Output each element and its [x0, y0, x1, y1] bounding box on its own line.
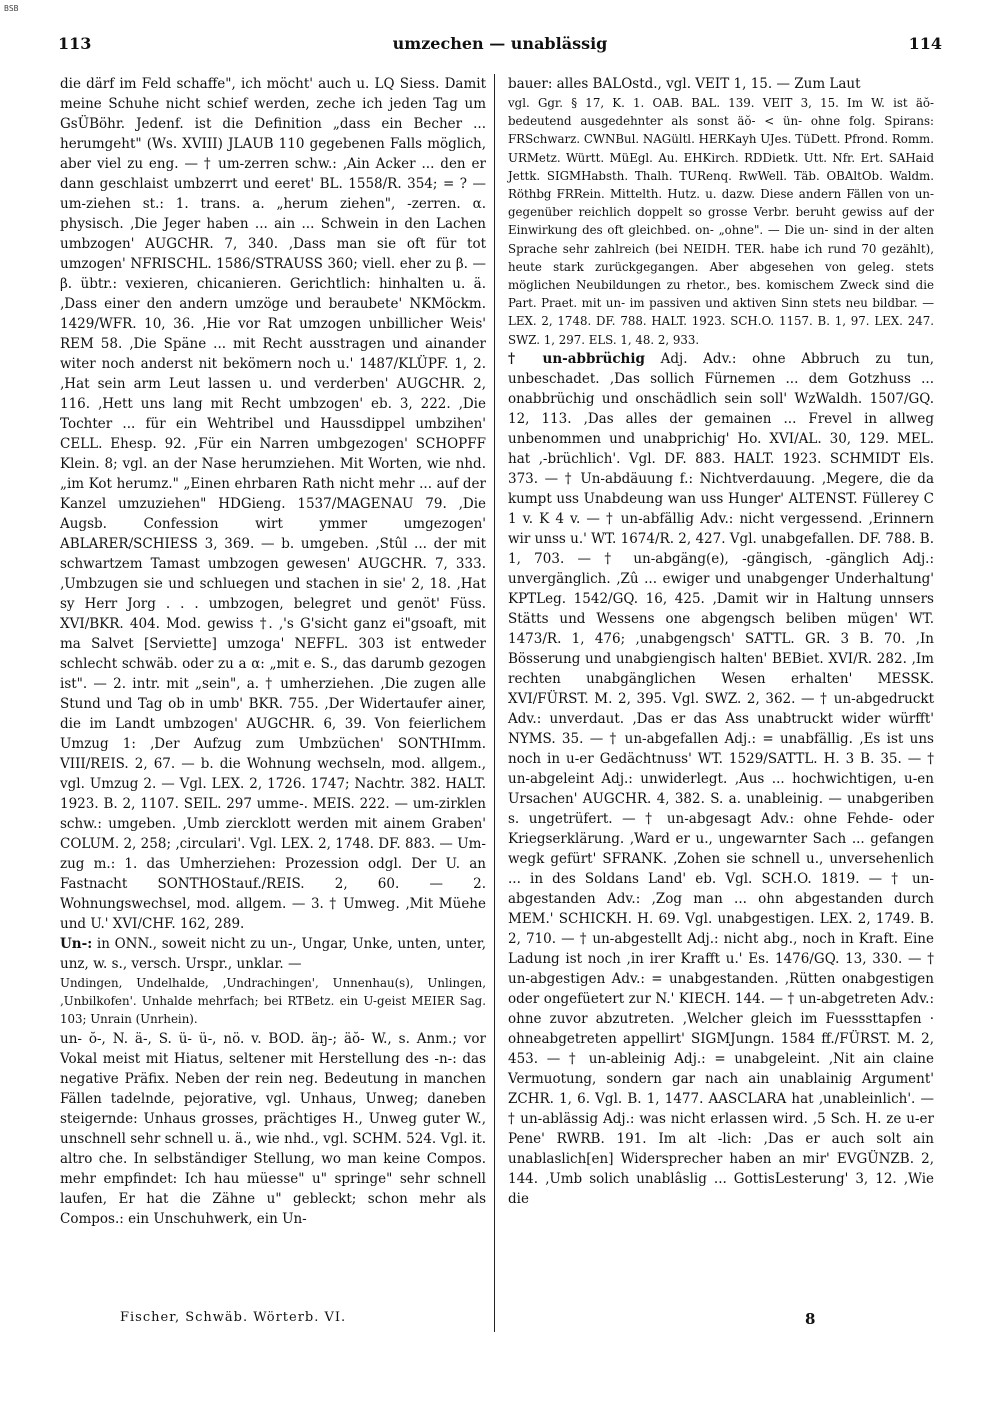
entry-headword: † un-abbrüchig: [508, 350, 645, 367]
entry-headword: Un-:: [60, 936, 93, 952]
entry-unabbruechig: [508, 349, 934, 1209]
entry-umzerren-umziehen: die därf im Feld schaffe", ich möcht' auch u. LQ Siess. Damit meine Schuhe nicht schief werden, zeche ich jeden Tag um GsÜBöhr. Jedenf. ist die Definition „dass ein Becher ... herumgeht" (Ws. XVIII) JLAUB 110 gegebenen Falls möglich, aber viel zu eng. — † um-zerren schw.: ‚Ain Acker ... den er dann geschlaist umbzerrt und eeret' BL. 1558/R. 354; = ? — um-ziehen st.: 1. trans. a. „herum ziehen", -zerren. α. physisch. ‚Die Jeger haben ... ain ... Schwein in den Lachen umbzogen' AUGCHR. 7, 340. ‚Dass man sie oft für tot umzogen' NFRISCHL. 1586/STRAUSS 360; viell. eher zu β. — β. übtr.: vexieren, chicanieren. Gerichtlich: hinhalten u. ä. ‚Dass einer den andern umzöge und beraubete' NKMöckm. 1429/WFR. 10, 36. ‚Hie vor Rat umzogen unbillicher Weis' REM 58. ‚Die Späne ... mit Recht ausstragen und ainander witer noch anderst nit bekömern noch u.' 1487/KLÜPF. 1, 2. ‚Hat sein arm Leut lassen u. und verderben' AUGCHR. 2, 116. ‚Hett uns lang mit Recht umbzogen' eb. 3, 222. ‚Die Tochter ... für ein Wehtribel und Haussdippel umbzihen' CELL. Ehesp. 92. ‚Für ein Narren umbgezogen' SCHOPFF Klein. 8; vgl. an der Nase herumziehen. Mit Worten, wie nhd. „im Kot herumz." „Einen ehrbaren Rath nicht mehr ... auf der Kanzel umzuziehen" HDGieng. 1537/MAGENAU 79. ‚Die Augsb. Confession wirt ymmer umgezogen' ABLARER/SCHIESS 3, 369. — b. umgeben. ‚Stûl ... der mit schwartzem Tamast umbzogen gewesen' AUGCHR. 7, 333. ‚Umbzugen sie und schluegen und stachen in sie' 2, 18. ‚Hat sy Herr Jorg . . . umbzogen, belegret und genöt' Füss. XVI/BKR. 404. Mod. gewiss †. ‚'s G'sicht ganz ei"gsoaft, mit ma Salvet [Serviette] umzoga' NEFFL. 303 ist entweder schlecht schwäb. oder zu a α: „mit e. S., das darumb gezogen ist". — 2. intr. mit „sein", a. † umherziehen. ‚Die zugen alle Stund und Tag ob in umb' BKR. 755. ‚Der Widertaufer ainer, die im Landt umbzogen' AUGCHR. 6, 39. Von feierlichem Umzug 1: ‚Der Aufzug zum Umbzüchen' SONTHImm. VIII/REIS. 2, 67. — b. die Wohnung wechseln, mod. allgem., vgl. Umzug 2. — Vgl. LEX. 2, 1726. 1747; Nachtr. 382. HALT. 1923. B. 2, 1107. SEIL. 297 umme-. MEIS. 222. — um-zirklen schw.: umgeben. ‚Umb ziercklott werden mit ainem Graben' COLUM. 2, 258; ‚circulari'. Vgl. LEX. 2, 1748. DF. 883. — Um-zug m.: 1. das Umherziehen: Prozession odgl. Der U. an Fastnacht SONTHOStauf./REIS. 2, 60. — 2. Wohnungswechsel, mod. allgem. — 3. † Umweg. ‚Mit Müehe und U.' XVI/CHF. 162, 289.: [60, 76, 486, 932]
library-mark: BSB: [4, 4, 19, 13]
signature-mark: 8: [805, 1310, 816, 1328]
page-number-left: 113: [58, 34, 92, 53]
footer-source: Fischer, Schwäb. Wörterb. VI.: [120, 1310, 347, 1325]
right-column: [508, 74, 934, 1209]
column-divider: [494, 74, 495, 1332]
entry-un-place-names: [60, 934, 486, 974]
page-number-right: 114: [908, 34, 942, 53]
entry-continuation: bauer: alles BALOstd., vgl. VEIT 1, 15. — Zum Laut: [508, 76, 861, 92]
entry-text: in ONN., soweit nicht zu un-, Ungar, Unke, unten, unter, unz, w. s., versch. Urspr., unklar. —: [60, 936, 487, 972]
entry-text: Adj. Adv.: ohne Abbruch zu tun, unbeschadet. ‚Das sollich Fürnemen ... dem Gotzhuss ... onabbrüchig und onschädlich sein soll' WzWaldh. 1507/GQ. 12, 113. ‚Das alles der gemainen ... Frevel in allweg unbenommen und unabprichig' Ho. XVI/AL. 30, 129. MEL. hat ‚-brüchlich'. Vgl. DF. 883. HALT. 1923. SCHMIDT Els. 373. — † Un-abdäuung f.: Nichtverdauung. ‚Megere, die da kumpt uss Unabdeung wan uss Hunger' ALTENST. Füllerey C 1 v. K 4 v. — † un-abfällig Adv.: nicht vergessend. ‚Erinnern wir unss u.' WT. 1674/R. 2, 427. Vgl. unabgefallen. DF. 788. B. 1, 703. — † un-abgäng(e), -gängisch, -gänglich Adj.: unvergänglich. ‚Zû ... ewiger und unabgenger Underhaltung' KPTLeg. 1542/GQ. 16, 425. ‚Damit wir in Haltung unnsers Stätts und Wessens one abgengsch beliben mügen' WT. 1473/R. 1, 476; ‚unabgengsch' SATTL. GR. 3 B. 70. ‚In Bösserung und unabgiengisch halten' BEBiet. XVI/R. 282. ‚Im rechten unabgänglichen Wesen erhalten' MESSK. XVI/FÜRST. M. 2, 395. Vgl. SWZ. 2, 362. — † un-abgedruckt Adv.: unverdaut. ‚Das er das Ass unabtruckt wider würfft' NYMS. 35. — † un-abgefallen Adj.: = unabfällig. ‚Es ist uns noch in u-er Gedächtnuss' WT. 1529/SATTL. H. 3 B. 35. — † un-abgeleint Adj.: unwiderlegt. ‚Aus ... hochwichtigen, u-en Ursachen' AUGCHR. 4, 382. S. a. unableinig. — unabgeriben s. ungetrüfert. — † un-abgesagt Adv.: ohne Fehde- oder Kriegserklärung. ‚Ward er u., ungewarnter Sach ... gefangen wegk gefürt' SFRANK. ‚Zohen sie schnell u., unversehenlich ... in des Soldans Land' eb. Vgl. SCH.O. 1819. — † un-abgestanden Adv.: ‚Zog man ... ohn abgestanden durch MEM.' SCHICKH. H. 69. Vgl. unabgestigen. LEX. 2, 1749. B. 2, 710. — † un-abgestellt Adj.: nicht abg., noch in Kraft. Eine Ladung ist noch ‚in irer Krafft u.' Es. 1476/GQ. 13, 330. — † un-abgestigen Adv.: = unabgestanden. ‚Rütten onabgestigen oder ongefüetert zur N.' KIECH. 144. — † un-abgetreten Adv.: ohne zuvor abzutreten. ‚Welcher gleich im Fuesssttapfen · ohneabgetreten appellirt' SIGMJungn. 1584 ff./FÜRST. M. 2, 453. — † un-ableinig Adj.: = unabgeleint. ‚Nit ain claine Vermuotung, sondern gar nach ain unablainig Argument' ZCHR. 1, 6. Vgl. B. 1, 1477. AASCLARA hat ‚unableinlich'. — † un-ablässig Adj.: was nicht erlassen wird. ‚5 Sch. H. ze u-er Pene' RWRB. 191. Im alt -lich: ‚Das er auch solt ain unablaslich[en] Widersprecher haben an mir' EVGÜNZB. 2, 144. ‚Umb solich unablâslig ... GottisLesterung' 3, 12. ‚Wie die: [508, 350, 935, 1207]
page-header: [58, 28, 942, 58]
entry-un-place-list: Undingen, Undelhalde, ‚Undrachingen', Unnenhau(s), Unlingen, ‚Unbilkofen'. Unhalde mehrfach; bei RTBetz. ein U-geist MEIER Sag. 103; Unrain (Unrhein).: [60, 976, 486, 1027]
running-head: umzechen — unablässig: [392, 34, 608, 53]
left-column: [60, 74, 486, 1229]
entry-un-prefix: un- ŏ-, N. ä-, S. ü- ü-, nö. v. BOD. äŋ-; äŏ- W., s. Anm.; vor Vokal meist mit Hiatus, seltener mit Herstellung des -n-: das negative Präfix. Neben der rein neg. Bedeutung in manchen Fällen tadelnde, pejorative, vgl. Unhaus, Unweg; daneben steigernde: Unhaus grosses, prächtiges H., Unweg guter W., unschnell sehr schnell u. ä., wie nhd., vgl. SCHM. 524. Vgl. it. altro che. In selbständiger Stellung, wo man keine Compos. mehr empfindet: Ich hau müesse" u" springe" sehr schnell laufen, Er hat die Zähne u" gebleckt; schon mehr als Compos.: ein Unschuhwerk, ein Un-: [60, 1030, 486, 1227]
entry-un-notes: vgl. Ggr. § 17, K. 1. OAB. BAL. 139. VEIT 3, 15. Im W. ist äŏ- bedeutend ausgedehnter als sonst äŏ- < ün- ohne folg. Spirans: FRSchwarz. CWNBul. NAGültl. HERKayh UJes. TüDett. Pfrond. Romm. URMetz. Württ. MüEgl. Au. EHKirch. RDDietk. Utt. Nfr. Ert. SAHaid Jettk. SIGMHabsth. Thalh. TURenq. RwWell. Täb. OBAltOb. Waldm. Röthbg FRRein. Mittelth. Hutz. u. dazw. Diese andern Fällen von un- gegenüber reichlich doppelt so grosse Verbr. beruht gewiss auf der Einwirkung des oft gleichbed. on- „ohne". — Die un- sind in der alten Sprache sehr zahlreich (bei NEIDH. TER. habe ich rund 70 gezählt), heute stark zurückgegangen. Aber abgesehen von geleg. stets möglichen Neubildungen zu rhetor., bes. komischem Zweck sind die Part. Praet. mit un- im passiven und aktiven Sinn stets neu bildbar. — LEX. 2, 1748. DF. 788. HALT. 1923. SCH.O. 1157. B. 1, 97. LEX. 247. SWZ. 1, 297. ELS. 1, 48. 2, 933.: [508, 96, 934, 347]
